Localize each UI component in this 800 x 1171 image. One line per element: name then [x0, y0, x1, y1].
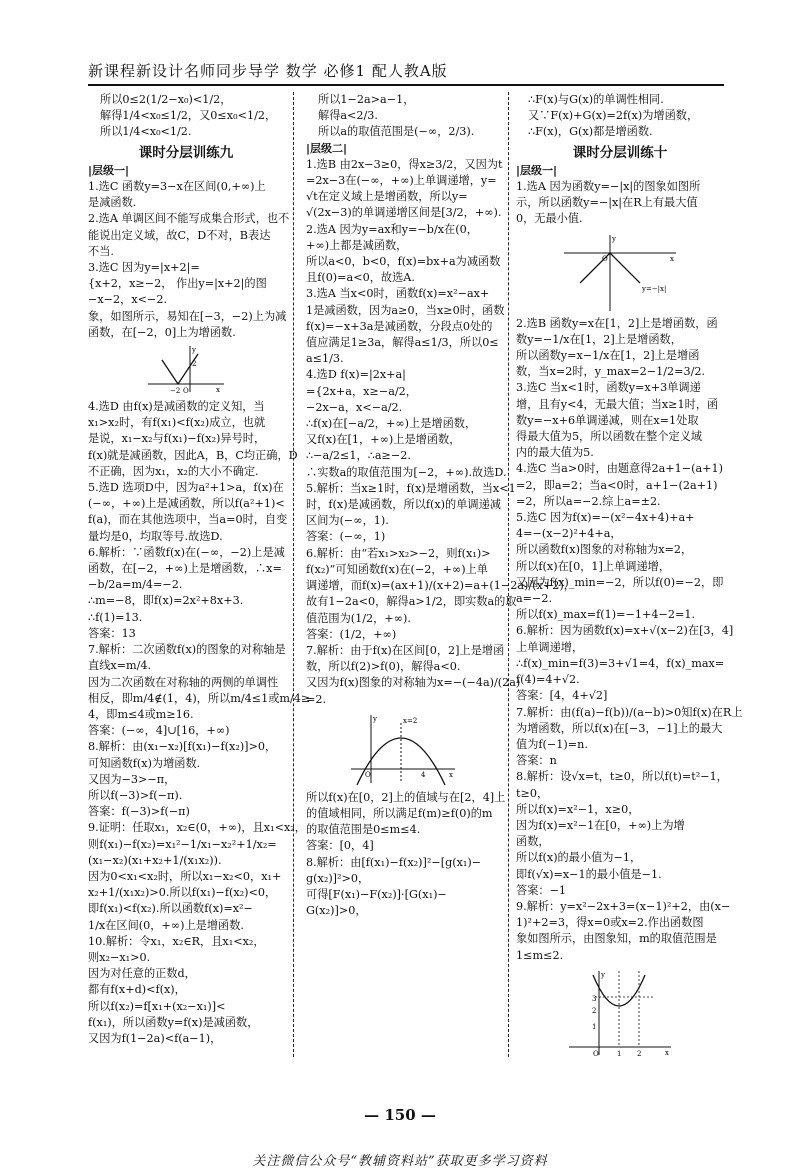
section-title: 课时分层训练十 — [572, 144, 668, 161]
text-line: 又∵F(x)+G(x)=2f(x)为增函数， — [528, 109, 699, 123]
text-line: g(x₂)]²>0， — [306, 871, 370, 885]
text-line: 9.证明：任取x₁，x₂∈(0，+∞)，且x₁<x₂， — [88, 821, 306, 835]
svg-text:−2: −2 — [170, 387, 181, 396]
svg-text:2: 2 — [637, 1049, 642, 1058]
text-line: 1是减函数，因为a≥0，当x≥0时，函数 — [306, 303, 505, 317]
text-line: 1)²+2=3，得x=0或x=2.作出函数图 — [516, 916, 704, 930]
text-line: 则x₂−x₁>0. — [88, 950, 151, 964]
abs-graph-figure — [146, 344, 226, 396]
text-line: 1/x在区间(0，+∞)上是增函数. — [88, 918, 244, 932]
svg-text:y: y — [192, 346, 196, 355]
text-line: 2.选A 因为y=ax和y=−b/x在(0， — [306, 222, 478, 236]
text-line: (x₁−x₂)(x₁+x₂+1/(x₁x₂)). — [88, 853, 222, 867]
text-line: 数，当x=2时，y_max=2−1/2=3/2. — [516, 365, 706, 379]
text-line: 数y=−1/x在[1，2]上是增函数， — [516, 332, 682, 346]
text-line: 可知函数f(x)为增函数. — [88, 756, 201, 770]
svg-text:x: x — [670, 254, 674, 263]
text-line: 6.解析：∵函数f(x)在(−∞，−2)上是减 — [88, 545, 285, 559]
text-block — [88, 92, 284, 141]
text-line: ={2x+a，x≥−a/2， — [306, 384, 417, 398]
neg-abs-graph-figure — [560, 231, 680, 313]
text-line: 所以1−2a>a−1， — [318, 93, 415, 106]
text-line: 所以f(x)=x²−1，x≥0， — [516, 802, 640, 816]
text-line: ∴F(x)与G(x)的单调性相同. — [528, 93, 664, 106]
text-line: +∞)上都是减函数， — [306, 238, 408, 252]
text-line: ∴f(x)_min=f(3)=3+√1=4，f(x)_max= — [516, 656, 725, 670]
svg-text:x: x — [665, 1048, 669, 1057]
text-line: √t在定义域上是增函数，所以y= — [306, 190, 468, 204]
text-line: 为增函数，所以f(x)在[−3，−1]上的最大 — [516, 721, 723, 735]
text-line: =2x−3在(−∞，+∞)上单调递增，y= — [306, 174, 497, 188]
text-line: 8.解析：设√x=t，t≥0，所以f(t)=t²−1， — [516, 770, 728, 784]
svg-text:O: O — [602, 254, 608, 263]
text-line: x₁>x₂时，有f(x₁)<f(x₂)成立，也就 — [88, 416, 266, 430]
text-line: 4.选C 当a>0时，由题意得2a+1−(a+1) — [516, 462, 723, 476]
text-line: 增，且有y<4，无最大值；当x≥1时，函 — [516, 397, 719, 411]
text-block — [88, 179, 290, 341]
text-line: 所以函数y=x−1/x在[1，2]上是增函 — [516, 349, 700, 363]
text-line: 内的最大值为5. — [516, 446, 594, 460]
svg-text:x: x — [449, 770, 453, 779]
text-line: 3.选C 因为y=|x+2|= — [88, 261, 200, 275]
text-line: x₂+1/(x₁x₂)>0.所以f(x₁)−f(x₂)<0， — [88, 886, 277, 900]
text-line: 3.选A 当x<0时，函数f(x)=x²−ax+ — [306, 287, 490, 301]
text-line: 答案：13 — [88, 626, 136, 640]
text-line: 7.解析：二次函数f(x)的图象的对称轴是 — [88, 643, 286, 657]
text-line: 解得1/4<x₀≤1/2，又0≤x₀<1/2， — [100, 109, 277, 123]
text-line: 所以a的取值范围是(−∞，2/3). — [318, 125, 475, 139]
text-line: 可得[F(x₁)−F(x₂)]·[G(x₁)− — [306, 887, 447, 901]
text-block — [516, 179, 724, 228]
text-line: 值范围为(1/2，+∞). — [306, 611, 411, 625]
text-line: 象，如图所示，易知在[−3，−2)上为减 — [88, 309, 287, 323]
text-line: 解得a<2/3. — [318, 109, 378, 123]
text-line: 0，无最小值. — [516, 212, 583, 226]
text-line: 3.选C 当x<1时，函数y=x+3单调递 — [516, 381, 701, 395]
level-label: |层级一| — [516, 163, 558, 177]
text-line: f(x₁)，所以函数y=f(x)是减函数， — [88, 1015, 259, 1029]
text-line: G(x₂)]>0， — [306, 904, 367, 918]
text-line: 即f(x₁)<f(x₂).所以函数f(x)=x²− — [88, 902, 253, 916]
svg-text:y: y — [601, 970, 605, 979]
svg-text:O: O — [365, 770, 371, 779]
text-line: 答案：[0，4] — [306, 839, 374, 853]
text-line: 1.选A 因为函数y=−|x|的图象如图所 — [516, 180, 701, 194]
text-line: 值为f(−1)=n. — [516, 737, 588, 751]
text-line: 5.选D 选项D中，因为a²+1>a，f(x)在 — [88, 481, 284, 495]
text-line: 即f(√x)=x−1的最小值是−1. — [516, 867, 662, 881]
text-line: ∴F(x)，G(x)都是增函数. — [528, 125, 653, 139]
text-line: 函数，在[−2，0]上为增函数. — [88, 325, 236, 339]
text-line: f(x₂)”可知函数f(x)在(−2，+∞)上单 — [306, 562, 488, 576]
text-line: −2x−a，x<−a/2. — [306, 400, 403, 414]
svg-text:1: 1 — [617, 1049, 622, 1058]
text-line: {x+2，x≥−2， 作出y=|x+2|的图 — [88, 277, 267, 291]
text-line: 又因为f(x)_min=−2，所以f(0)=−2，即 — [516, 575, 724, 589]
text-line: 答案：f(−3)>f(−π) — [88, 805, 190, 819]
text-line: f(a)，而在其他选项中，当a=0时，自变 — [88, 513, 288, 527]
svg-text:2: 2 — [592, 1006, 597, 1015]
text-line: 象如图所示，由图象知，m的取值范围是 — [516, 932, 717, 946]
text-line: 因为二次函数在对称轴的两侧的单调性 — [88, 675, 279, 689]
text-line: 4.选D 由f(x)是减函数的定义知，当 — [88, 400, 265, 414]
text-line: 因为f(x)=x²−1在[0，+∞)上为增 — [516, 818, 685, 832]
text-line: ∴m=−8，即f(x)=2x²+8x+3. — [88, 594, 244, 608]
text-line: (−∞，+∞)上是减函数，所以f(a²+1)< — [88, 497, 285, 511]
text-line: 答案：(−∞，4]∪[16，+∞) — [88, 724, 230, 738]
column-divider — [508, 92, 509, 1057]
svg-text:y: y — [612, 234, 616, 243]
text-line: 所以0≤2(1/2−x₀)<1/2， — [100, 93, 232, 106]
svg-text:3: 3 — [592, 994, 597, 1003]
text-line: =2. — [306, 692, 327, 706]
text-line: 的值域相同，所以满足f(m)≥f(0)的m — [306, 806, 493, 820]
text-line: 5.选C 因为f(x)=−(x²−4x+4)+a+ — [516, 511, 695, 525]
svg-text:O: O — [183, 387, 189, 396]
text-line: 故有1−2a<0，解得a>1/2，即实数a的取 — [306, 595, 517, 609]
header-rule — [88, 84, 724, 86]
text-line: 能说出定义域，故C，D不对，B表达 — [88, 228, 271, 242]
text-line: 是说，x₁−x₂与f(x₁)−f(x₂)异号时， — [88, 432, 266, 446]
text-block — [516, 316, 743, 964]
footer-note: 关注微信公众号“教辅资料站”获取更多学习资料 — [252, 1154, 548, 1169]
text-line: 答案：n — [516, 754, 557, 768]
text-line: 时，f(x)是减函数，所以f(x)的单调递减 — [306, 498, 501, 512]
text-line: 1.选B 由2x−3≥0，得x≥3/2，又因为t — [306, 157, 503, 171]
column-divider — [293, 92, 294, 1057]
text-line: 是减函数. — [88, 196, 137, 210]
text-line: 所以f(x)在[0，2]上的值域与在[2，4]上 — [306, 790, 506, 804]
text-line: 区间为(−∞，1). — [306, 514, 389, 528]
svg-text:x=2: x=2 — [403, 716, 418, 725]
text-line: 的取值范围是0≤m≤4. — [306, 823, 421, 837]
text-line: 所以a<0，b<0，f(x)=bx+a为减函数 — [306, 255, 501, 269]
page-header: 新课程新设计名师同步导学 数学 必修1 配人教A版 — [88, 62, 448, 80]
text-line: 4.选D f(x)=|2x+a| — [306, 368, 406, 382]
text-line: 则f(x₁)−f(x₂)=x₁²−1/x₁−x₂²+1/x₂= — [88, 837, 277, 851]
text-line: 所以f(−3)>f(−π). — [88, 788, 183, 802]
text-line: 所以f(x)在[0，1]上单调递增， — [516, 559, 671, 573]
text-line: 又因为−3>−π， — [88, 772, 176, 786]
text-line: 调递增，而f(x)=(ax+1)/(x+2)=a+(1−2a)/(x+2)， — [306, 579, 575, 593]
column-3 — [516, 92, 743, 1062]
text-line: 答案：[4，4+√2] — [516, 689, 608, 703]
text-line: −b/2a=m/4=−2. — [88, 578, 183, 592]
text-line: 2.选B 函数y=x在[1，2]上是增函数，函 — [516, 316, 718, 330]
section-title: 课时分层训练九 — [138, 144, 234, 161]
quadratic-graph-figure — [565, 967, 675, 1059]
text-line: 因为对任意的正数d， — [88, 967, 196, 981]
text-line: 得最大值为5，所以函数在整个定义域 — [516, 430, 703, 444]
text-line: 数y=−x+6单调递减，则在x=1处取 — [516, 413, 699, 427]
text-line: 又因为f(x)图象的对称轴为x=−(−4a)/(2a) — [306, 676, 521, 690]
text-line: 函数，在[−2，+∞)上是增函数，∴x= — [88, 562, 282, 576]
text-line: 4，即m≤4或m≥16. — [88, 707, 194, 721]
text-block — [306, 92, 502, 141]
text-line: 所以f(x₂)=f[x₁+(x₂−x₁)]< — [88, 999, 226, 1013]
text-line: √(2x−3)的单调递增区间是[3/2，+∞). — [306, 206, 502, 220]
text-line: 6.解析：因为函数f(x)=x+√(x−2)在[3，4] — [516, 624, 734, 638]
text-line: 所以1/4<x₀<1/2. — [100, 125, 192, 139]
text-line: t≥0， — [516, 786, 549, 800]
text-block — [516, 92, 724, 141]
text-line: 都有f(x+d)<f(x)， — [88, 983, 186, 997]
page-number: — 150 — — [364, 1106, 436, 1124]
svg-text:1: 1 — [592, 1022, 597, 1031]
text-line: 10.解析：令x₁，x₂∈R，且x₁<x₂， — [88, 934, 265, 948]
svg-text:x: x — [216, 386, 220, 395]
text-line: 直线x=m/4. — [88, 659, 152, 673]
text-line: 因为0<x₁<x₂时，所以x₁−x₂<0，x₁+ — [88, 869, 282, 883]
text-line: a=−2. — [516, 592, 553, 606]
text-line: ∴f(1)=13. — [88, 610, 143, 624]
text-line: 所以函数f(x)图象的对称轴为x=2， — [516, 543, 693, 557]
text-line: 又f(x)在[1，+∞)上是增函数， — [306, 433, 461, 447]
svg-text:y: y — [373, 714, 377, 723]
text-line: ∴实数a的取值范围为[−2，+∞).故选D. — [306, 465, 507, 479]
svg-text:2: 2 — [192, 360, 197, 369]
text-line: 示，所以函数y=−|x|在R上有最大值 — [516, 196, 698, 210]
text-line: 所以f(x)的最小值为−1， — [516, 851, 642, 865]
text-line: 答案：(1/2，+∞) — [306, 627, 397, 641]
text-line: 不当. — [88, 244, 114, 258]
svg-text:4: 4 — [421, 770, 426, 779]
text-line: 8.解析：由(x₁−x₂)[f(x₁)−f(x₂)]>0， — [88, 740, 277, 754]
text-line: 1.选C 函数y=3−x在区间(0,+∞)上 — [88, 180, 266, 194]
svg-text:O: O — [593, 1049, 599, 1058]
text-line: −x−2，x<−2. — [88, 293, 168, 307]
text-line: 2.选A 单调区间不能写成集合形式，也不 — [88, 212, 290, 226]
text-line: f(4)=4+√2. — [516, 673, 580, 687]
text-line: 且f(0)=a<0，故选A. — [306, 271, 415, 285]
text-line: 7.解析：由于f(x)在区间[0，2]上是增函 — [306, 643, 505, 657]
text-line: =2，即a=2；当a<0时，a+1−(2a+1) — [516, 478, 718, 492]
text-line: 不正确，因为x₁，x₂的大小不确定. — [88, 464, 259, 478]
text-line: 所以f(x)_max=f(1)=−1+4−2=1. — [516, 608, 695, 622]
text-line: 相反，即m/4∉(1，4)，所以m/4≤1或m/4≥ — [88, 691, 311, 705]
text-line: 1≤m≤2. — [516, 948, 564, 962]
text-line: 7.解析：由(f(a)−f(b))/(a−b)>0知f(x)在R上 — [516, 705, 743, 719]
text-line: 5.解析：当x≥1时，f(x)是增函数，当x<1 — [306, 481, 516, 495]
text-line: 4=−(x−2)²+4+a， — [516, 527, 622, 541]
text-line: 数，所以f(2)>f(0)，解得a<0. — [306, 660, 461, 674]
text-line: f(x)=−x+3a是减函数，分段点0处的 — [306, 319, 493, 333]
text-line: 答案：(−∞，1) — [306, 530, 386, 544]
text-line: a≤1/3. — [306, 352, 344, 366]
text-line: ∴−a/2≤1，∴a≥−2. — [306, 449, 411, 463]
text-line: 量均是0，均取等号.故选D. — [88, 529, 223, 543]
text-line: 上单调递增， — [516, 640, 584, 654]
text-line: =2，所以a=−2.综上a=±2. — [516, 494, 661, 508]
text-line: 8.解析：由[f(x₁)−f(x₂)]²−[g(x₁)− — [306, 855, 482, 869]
text-line: 6.解析：由“若x₁>x₂>−2，则f(x₁)> — [306, 546, 491, 560]
text-line: 又因为f(1−2a)<f(a−1)， — [88, 1031, 222, 1045]
text-line: ∴f(x)在[−a/2，+∞)上是增函数， — [306, 417, 477, 431]
text-line: 答案：−1 — [516, 883, 567, 897]
level-label: |层级二| — [306, 141, 348, 155]
text-line: 函数， — [516, 835, 550, 849]
text-block — [88, 399, 311, 1047]
svg-text:y=−|x|: y=−|x| — [642, 284, 667, 293]
text-line: f(x)就是减函数，因此A，B，C均正确，D — [88, 448, 298, 462]
column-1 — [88, 92, 311, 1047]
text-line: 9.解析：y=x²−2x+3=(x−1)²+2，由(x− — [516, 899, 731, 913]
text-line: 值应满足1≥3a，解得a≤1/3，所以0≤ — [306, 336, 499, 350]
parabola-graph-figure — [349, 711, 459, 787]
text-block — [306, 790, 506, 920]
level-label: |层级一| — [88, 163, 130, 177]
